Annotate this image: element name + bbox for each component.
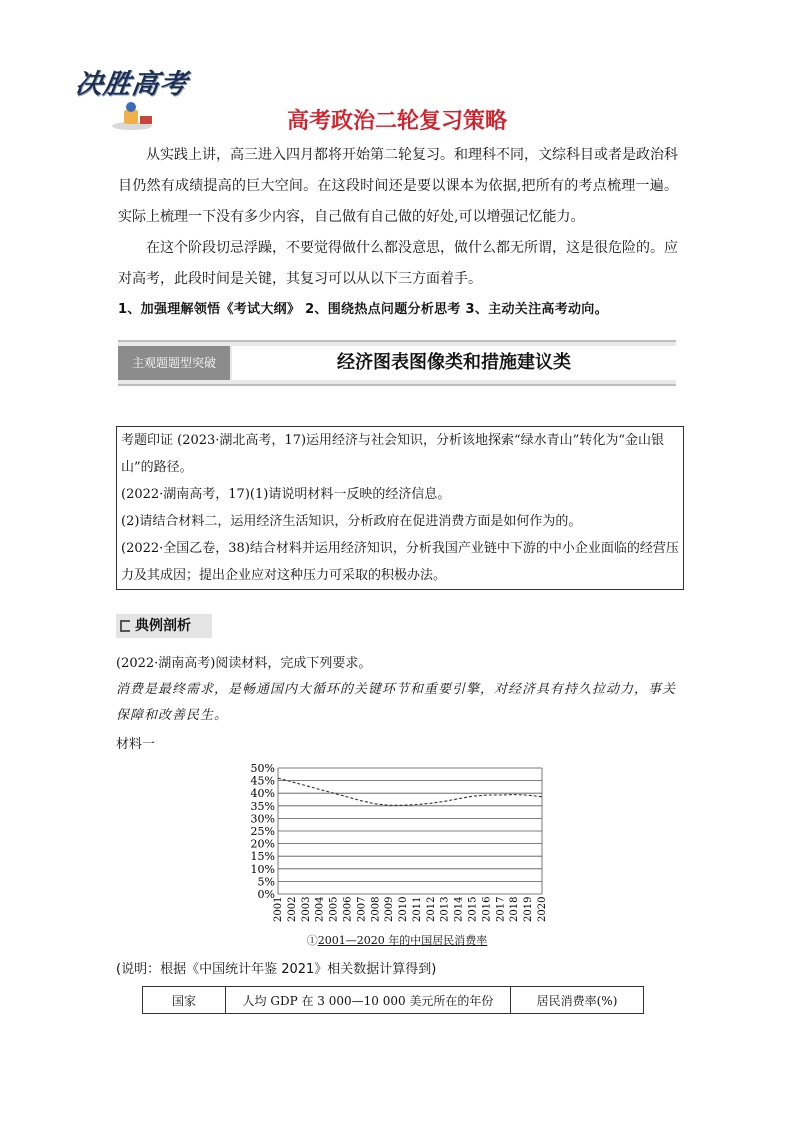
x-tick-label: 2020: [537, 896, 548, 922]
material-label: 材料一: [116, 737, 156, 752]
x-tick-label: 2011: [411, 896, 423, 922]
y-grid: [278, 768, 542, 894]
exam-line-2: (2022·湖南高考，17)(1)请说明材料一反映的经济信息。: [121, 487, 451, 502]
y-tick-label: 40%: [250, 787, 275, 801]
x-tick-label: 2007: [356, 896, 368, 922]
y-tick-label: 5%: [257, 875, 275, 889]
banner-tag: 主观题题型突破: [118, 346, 230, 380]
x-tick-label: 2012: [425, 896, 437, 922]
banner-title: 经济图表图像类和措施建议类: [232, 346, 676, 380]
x-tick-label: 2015: [467, 896, 479, 922]
x-tick-label: 2006: [342, 896, 354, 922]
table-header-country: 国家: [143, 987, 226, 1014]
exam-line-3: (2)请结合材料二，运用经济生活知识，分析政府在促进消费方面是如何作为的。: [121, 514, 582, 529]
exam-evidence-box: [116, 426, 684, 590]
x-tick-label: 2003: [300, 896, 312, 922]
document-title: 高考政治二轮复习策略: [286, 109, 507, 134]
table-header-row: [143, 987, 644, 1014]
section-marker-icon: [120, 620, 130, 632]
x-tick-label: 2016: [481, 896, 493, 922]
series-line: [278, 778, 542, 805]
x-tick-label: 2002: [286, 896, 298, 922]
x-tick-label: 2014: [453, 896, 465, 922]
x-tick-label: 2013: [439, 896, 451, 922]
x-tick-label: 2008: [370, 896, 382, 922]
exam-line-4: (2022·全国乙卷，38)结合材料并运用经济知识，分析我国产业链中下游的中小企业面临的经营压力及其成因；提出企业应对这种压力可采取的积极办法。: [121, 541, 679, 583]
y-tick-label: 25%: [250, 825, 275, 838]
y-tick-label: 35%: [250, 799, 275, 813]
intro-paragraph-2: 在这个阶段切忌浮躁，不要觉得做什么都没意思，做什么都无所谓，这是很危险的。应对高考，此段时间是关键，其复习可以从以下三方面着手。: [118, 240, 678, 287]
material-text: 消费是最终需求，是畅通国内大循环的关键环节和重要引擎，对经济具有持久拉动力，事关保障和改善民生。: [116, 682, 677, 723]
section-banner: [118, 340, 676, 386]
y-tick-label: 20%: [250, 837, 275, 851]
x-tick-label: 2017: [495, 896, 507, 922]
logo-text: 决胜高考: [73, 69, 190, 100]
consumption-rate-chart: [240, 758, 560, 930]
y-tick-label: 10%: [250, 862, 275, 876]
table-header-years: 人均 GDP 在 3 000—10 000 美元所在的年份: [226, 987, 511, 1014]
data-note: (说明：根据《中国统计年鉴 2021》相关数据计算得到): [116, 962, 437, 977]
x-tick-labels: [273, 897, 548, 922]
x-tick-label: 2019: [523, 896, 535, 922]
y-tick-label: 45%: [250, 774, 275, 788]
section-heading: 典例剖析: [116, 614, 212, 638]
y-tick-label: 0%: [257, 888, 275, 901]
chart-caption: ①2001—2020 年的中国居民消费率: [306, 934, 488, 947]
exam-line-1: 考题印证 (2023·湖北高考，17)运用经济与社会知识，分析该地探索“绿水青山”转化为“金山银山”的路径。: [121, 433, 664, 475]
y-tick-label: 50%: [250, 762, 275, 775]
x-tick-label: 2010: [398, 896, 410, 922]
table-header-rate: 居民消费率(%): [511, 987, 644, 1014]
question-intro: (2022·湖南高考)阅读材料，完成下列要求。: [116, 656, 372, 671]
review-points: 1、加强理解领悟《考试大纲》 2、围绕热点问题分析思考 3、主动关注高考动向。: [118, 302, 608, 317]
x-tick-label: 2005: [328, 896, 340, 922]
y-tick-label: 15%: [250, 850, 275, 864]
intro-paragraph-1: 从实践上讲，高三进入四月都将开始第二轮复习。和理科不同，文综科目或者是政治科目仍然有成绩提高的巨大空间。在这段时间还是要以课本为依据,把所有的考点梳理一遍。实际上梳理一下没有多少内容，自己做有自己做的好处,可以增强记忆能力。: [118, 147, 678, 225]
x-tick-label: 2018: [509, 896, 521, 922]
x-tick-label: 2004: [314, 896, 326, 922]
x-tick-label: 2001: [273, 896, 284, 922]
y-tick-labels: [251, 762, 275, 901]
x-tick-label: 2009: [384, 896, 396, 922]
y-tick-label: 30%: [250, 812, 275, 826]
comparison-table: [142, 986, 644, 1014]
